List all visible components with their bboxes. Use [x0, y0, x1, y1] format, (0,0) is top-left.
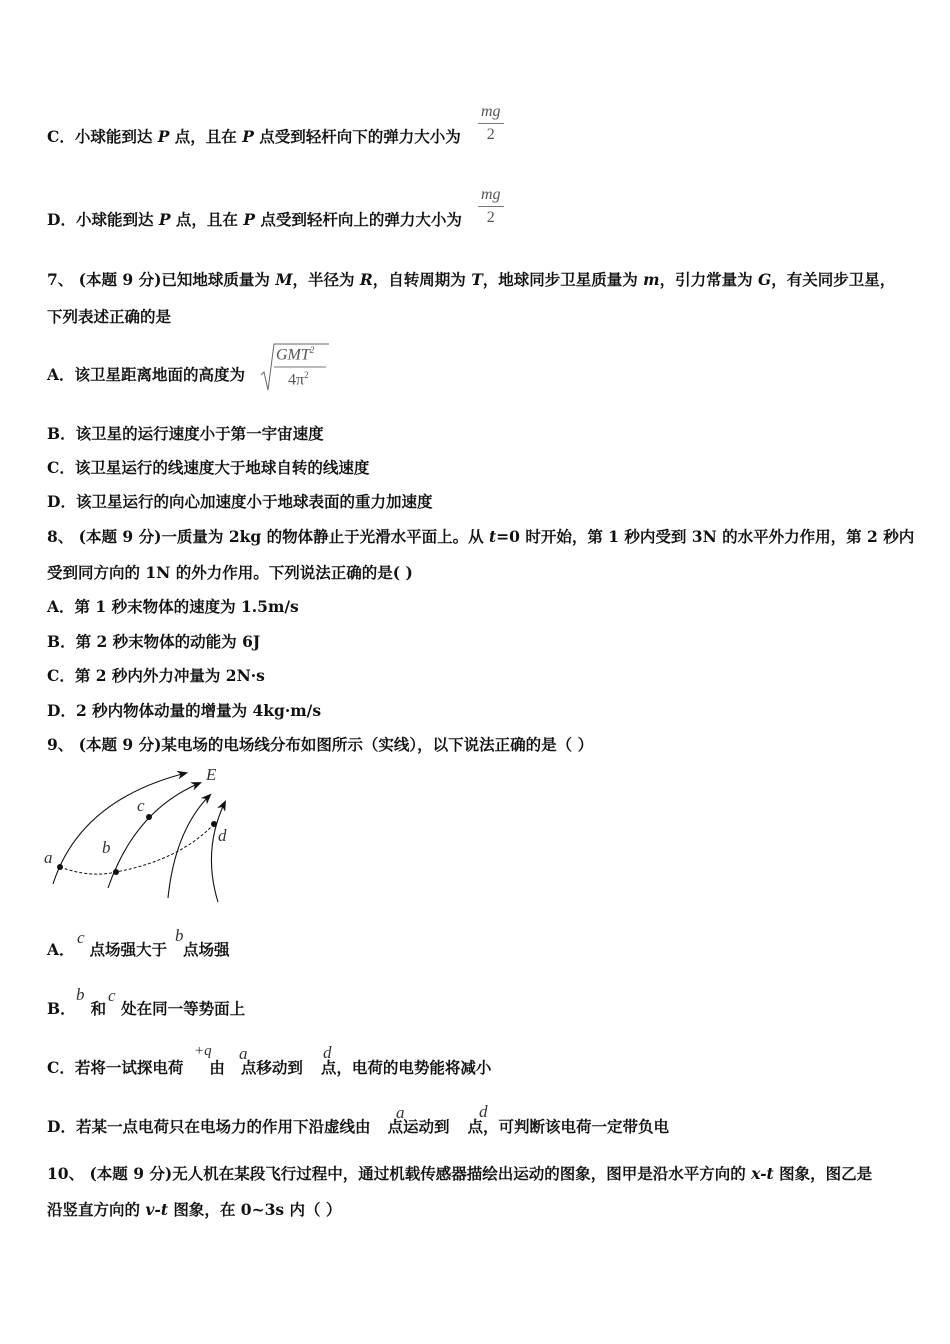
q9-option-d [47, 1117, 669, 1137]
option-label: D． [47, 210, 76, 229]
text: 点，电荷的电势能将减小 [320, 1058, 492, 1077]
q7-option-d: D．该卫星运行的向心加速度小于地球表面的重力加速度 [47, 492, 433, 511]
q8-option-b: B．第 2 秒末物体的动能为 6J [47, 632, 261, 651]
text: 点运动到 [387, 1117, 450, 1136]
var-plus-q: +q [194, 1043, 212, 1059]
var-c: c [77, 928, 85, 947]
q7-option-b: B．该卫星的运行速度小于第一宇宙速度 [47, 424, 324, 443]
text: 点受到轻杆向下的弹力大小为 [253, 127, 461, 146]
exponent: 2 [309, 345, 315, 355]
var-t: t [488, 527, 497, 546]
q10-stem-line1 [47, 1164, 872, 1184]
denominator: 2 [486, 126, 495, 143]
text: 10、 (本题 9 分)无人机在某段飞行过程中，通过机载传感器描绘出运动的图象，图甲是沿水平方向的 [47, 1164, 752, 1183]
var: G [757, 270, 772, 289]
text: 7、 (本题 9 分)已知地球质量为 [47, 270, 276, 289]
text: 点，且在 [169, 127, 243, 146]
var-b: b [76, 985, 85, 1004]
text: 图象，图乙是 [773, 1164, 873, 1183]
var-p: P [157, 127, 170, 146]
q8-option-c: C．第 2 秒内外力冲量为 2N·s [47, 666, 265, 685]
text: 由 [209, 1058, 225, 1077]
text: 沿竖直方向的 [47, 1200, 146, 1219]
sqrt-formula [260, 342, 330, 392]
option-label: D．若某一点电荷只在电场力的作用下沿虚线由 [47, 1117, 371, 1136]
var-c: c [108, 986, 116, 1005]
option-label: C．若将一试探电荷 [47, 1058, 184, 1077]
var-p: P [243, 210, 255, 229]
q9-option-c [47, 1058, 491, 1078]
q7-stem-line1 [47, 270, 895, 290]
text: ，有关同步卫星， [771, 270, 896, 289]
point-b [113, 869, 119, 875]
var-d: d [323, 1043, 332, 1062]
text: 图象，在 0~3s 内（ ） [168, 1200, 342, 1219]
field-lines-figure [40, 760, 260, 910]
var-p: P [242, 127, 254, 146]
q6-option-c [47, 127, 461, 147]
text: ，地球同步卫星质量为 [482, 270, 644, 289]
label-a: a [44, 848, 53, 867]
numerator: mg [478, 184, 504, 207]
text: 点受到轻杆向上的弹力大小为 [254, 210, 462, 229]
var: R [359, 270, 373, 289]
text: 小球能到达 [75, 210, 159, 229]
var: M [275, 270, 293, 289]
text: ，引力常量为 [659, 270, 758, 289]
fraction-mg-2 [478, 184, 504, 229]
text: 点场强大于 [89, 940, 168, 959]
field-line-4 [211, 802, 225, 902]
field-line-1 [53, 773, 186, 884]
text: 和 [90, 999, 107, 1018]
point-d [211, 821, 217, 827]
var-x-t: x-t [751, 1164, 774, 1183]
exponent: 2 [304, 370, 309, 380]
label-e: E [206, 765, 217, 784]
text: 4π [288, 371, 305, 389]
q8-option-d: D．2 秒内物体动量的增量为 4kg·m/s [47, 701, 322, 720]
var-v-t: v-t [145, 1200, 169, 1219]
text: 点移动到 [240, 1058, 303, 1077]
q7-option-a: A．该卫星距离地面的高度为 [47, 365, 246, 384]
point-c [146, 814, 152, 820]
numerator: mg [478, 101, 504, 124]
label-c: c [137, 796, 145, 815]
label-d: d [218, 826, 227, 845]
q10-stem-line2 [47, 1200, 341, 1220]
q6-option-d [47, 210, 462, 230]
text: GMT [276, 346, 310, 364]
var: m [643, 270, 660, 289]
q8-stem-line1 [47, 527, 914, 547]
text: 8、 (本题 9 分)一质量为 2kg 的物体静止于光滑水平面上。从 [47, 527, 489, 546]
point-a [57, 864, 63, 870]
q8-stem-line2: 受到同方向的 1N 的外力作用。下列说法正确的是( ) [47, 563, 413, 582]
q8-option-a: A．第 1 秒末物体的速度为 1.5m/s [47, 597, 299, 616]
electric-field-diagram [40, 760, 260, 910]
var-a: a [396, 1103, 405, 1122]
option-label: C． [47, 127, 75, 146]
var: T [471, 270, 483, 289]
denominator: 2 [486, 209, 495, 226]
var-p: P [158, 210, 171, 229]
text: ，半径为 [292, 270, 360, 289]
option-label: A． [47, 940, 75, 959]
text: 点，且在 [170, 210, 244, 229]
option-label: B． [47, 999, 76, 1018]
text: ，自转周期为 [372, 270, 472, 289]
q9-option-a [47, 940, 230, 960]
var-b: b [175, 926, 184, 945]
label-b: b [102, 838, 111, 857]
var-a: a [239, 1044, 248, 1063]
q7-option-c: C．该卫星运行的线速度大于地球自转的线速度 [47, 458, 370, 477]
q9-stem: 9、 (本题 9 分)某电场的电场线分布如图所示（实线），以下说法正确的是（ ） [47, 735, 594, 754]
q7-stem-line2: 下列表述正确的是 [47, 307, 172, 326]
var-d: d [479, 1102, 488, 1121]
text: 处在同一等势面上 [121, 999, 246, 1018]
text: 小球能到达 [74, 127, 158, 146]
denominator [288, 370, 309, 389]
text: 点场强 [183, 940, 230, 959]
numerator [276, 345, 314, 364]
field-line-3 [168, 795, 210, 898]
fraction-mg-2 [478, 101, 504, 146]
text: =0 时开始，第 1 秒内受到 3N 的水平外力作用，第 2 秒内 [496, 527, 915, 546]
text: 点，可判断该电荷一定带负电 [467, 1117, 669, 1136]
